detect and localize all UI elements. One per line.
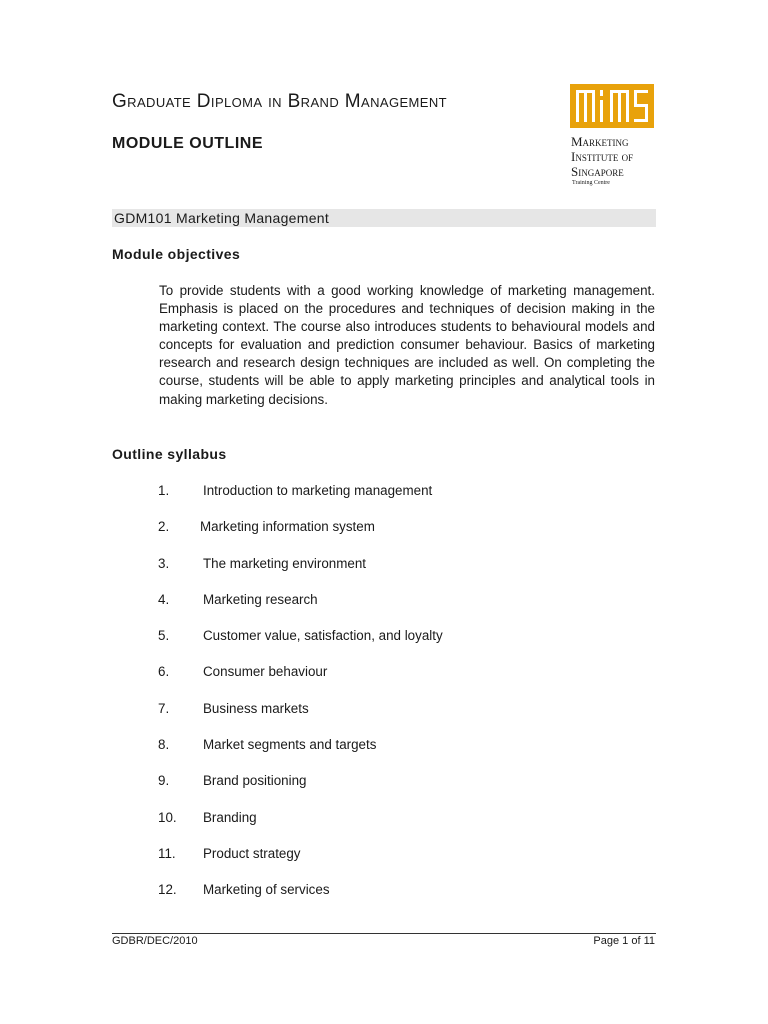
syllabus-item-label: Customer value, satisfaction, and loyalty <box>203 628 443 644</box>
syllabus-item <box>158 591 443 627</box>
mis-logo-icon <box>570 84 654 128</box>
syllabus-item-number: 9. <box>158 773 170 789</box>
syllabus-item-label: The marketing environment <box>203 555 366 571</box>
objectives-heading: Module objectives <box>112 246 241 262</box>
syllabus-list <box>158 482 443 918</box>
syllabus-item-number: 4. <box>158 591 170 607</box>
page-title: Graduate Diploma in Brand Management <box>112 91 447 112</box>
module-title: GDM101 Marketing Management <box>114 210 330 226</box>
logo-line-2: Institute of <box>571 149 634 164</box>
syllabus-item-number: 3. <box>158 555 170 571</box>
syllabus-item-number: 11. <box>158 845 176 861</box>
syllabus-item <box>158 482 443 518</box>
module-outline-heading: MODULE OUTLINE <box>112 135 263 152</box>
syllabus-item <box>158 555 443 591</box>
syllabus-item <box>158 845 443 881</box>
syllabus-item-label: Consumer behaviour <box>203 664 328 680</box>
logo-line-1: Marketing <box>571 134 629 149</box>
logo-line-3: Singapore <box>571 164 624 179</box>
logo-subtitle: Training Centre <box>572 180 610 186</box>
syllabus-item <box>158 627 443 663</box>
syllabus-item <box>158 518 443 554</box>
syllabus-item-label: Branding <box>203 809 257 825</box>
syllabus-item-label: Business markets <box>203 700 309 716</box>
syllabus-item-label: Introduction to marketing management <box>203 483 433 498</box>
footer-divider <box>112 933 656 934</box>
module-title-bar <box>112 209 656 227</box>
syllabus-item-number: 8. <box>158 737 170 753</box>
syllabus-item-number: 12. <box>158 882 177 898</box>
syllabus-item-number: 6. <box>158 664 170 680</box>
syllabus-item-number: 10. <box>158 809 177 825</box>
syllabus-item <box>158 700 443 736</box>
syllabus-item-number: 1. <box>158 483 170 498</box>
syllabus-item-label: Product strategy <box>203 845 301 861</box>
syllabus-item-label: Brand positioning <box>203 773 307 789</box>
syllabus-item <box>158 736 443 772</box>
syllabus-item-number: 5. <box>158 628 170 644</box>
syllabus-item <box>158 663 443 699</box>
footer-page-number: Page 1 of 11 <box>593 935 655 947</box>
syllabus-item-number: 7. <box>158 700 170 716</box>
syllabus-item-number: 2. <box>158 519 170 535</box>
syllabus-item-label: Marketing research <box>203 591 318 607</box>
syllabus-item <box>158 809 443 845</box>
objectives-text: To provide students with a good working knowledge of marketing management. Emphasis is placed on the procedures and techniques of decision making in the marketing context. The course also introduces students to behavioural models and concepts for evaluation and prediction consumer behaviour. Basics of marketing research and research design techniques are included as well. On completing the course, students will be able to apply marketing principles and analytical tools in making marketing decisions. <box>159 283 655 407</box>
syllabus-item-label: Marketing information system <box>200 519 375 535</box>
mis-logo-text <box>571 134 633 188</box>
syllabus-item <box>158 881 443 917</box>
syllabus-item-label: Marketing of services <box>203 882 330 898</box>
syllabus-item <box>158 772 443 808</box>
syllabus-heading: Outline syllabus <box>112 446 227 462</box>
footer-doc-ref: GDBR/DEC/2010 <box>112 935 198 947</box>
syllabus-item-label: Market segments and targets <box>203 737 377 753</box>
